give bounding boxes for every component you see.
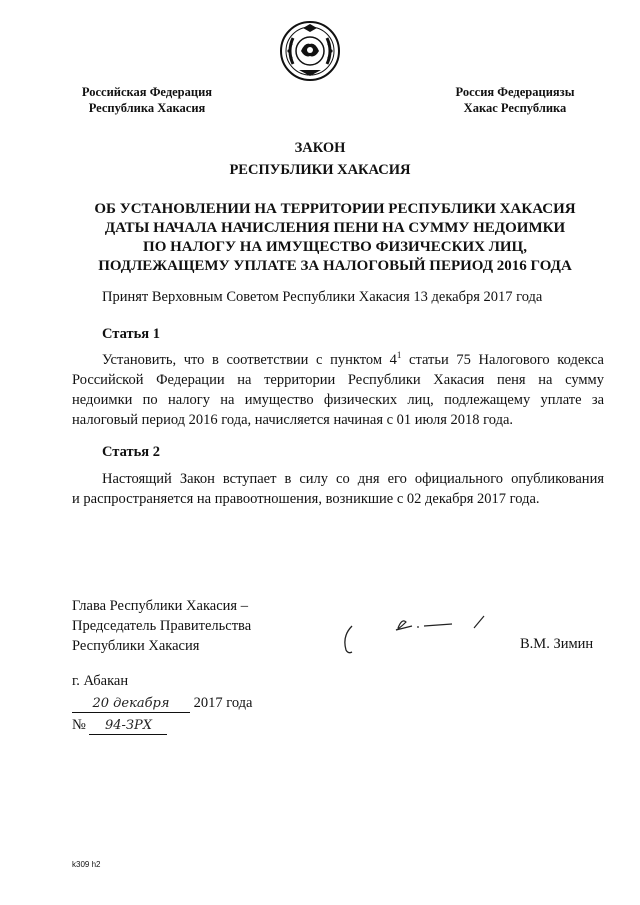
article1-line2: Российской Федерации на территории Республики Хакасия пеня на сумму — [72, 372, 604, 388]
header-left-line1: Российская Федерация — [81, 85, 213, 99]
signatory-position — [72, 596, 251, 656]
article2-title: Статья 2 — [102, 444, 160, 460]
place-date-number — [72, 670, 252, 736]
heading-line3: ПО НАЛОГУ НА ИМУЩЕСТВО ФИЗИЧЕСКИХ ЛИЦ, — [143, 239, 527, 255]
signatory-name: В.М. Зимин — [520, 636, 594, 652]
article2-line1: Настоящий Закон вступает в силу со дня его официального опубликования — [102, 471, 604, 487]
position-line3: Республики Хакасия — [72, 638, 200, 654]
title-line2: РЕСПУБЛИКИ ХАКАСИЯ — [229, 162, 411, 178]
heading-line2: ДАТЫ НАЧАЛА НАЧИСЛЕНИЯ ПЕНИ НА СУММУ НЕДОИМКИ — [104, 220, 566, 236]
article2-text — [72, 469, 604, 509]
heading-line1: ОБ УСТАНОВЛЕНИИ НА ТЕРРИТОРИИ РЕСПУБЛИКИ ХАКАСИЯ — [94, 201, 576, 217]
header-right-line2: Хакас Республика — [463, 101, 567, 115]
article1-title: Статья 1 — [102, 326, 160, 342]
article1-line3: недоимки по налогу на имущество физических лиц, подлежащему уплате за — [72, 392, 604, 408]
date-year: 2017 года — [190, 695, 253, 711]
header-right — [430, 84, 600, 116]
article1-text — [72, 350, 604, 430]
handwritten-date: 20 декабря — [72, 696, 190, 713]
date-line — [72, 692, 252, 714]
heading-line4: ПОДЛЕЖАЩЕМУ УПЛАТЕ ЗА НАЛОГОВЫЙ ПЕРИОД 2016 ГОДА — [98, 258, 572, 274]
article1-line1-a: Установить, что в соответствии с пунктом 4 — [102, 352, 397, 368]
footer-code: k309 h2 — [72, 860, 101, 869]
document-title — [0, 137, 640, 181]
city: г. Абакан — [72, 673, 129, 689]
number-line — [72, 714, 252, 736]
coat-of-arms-icon — [279, 20, 341, 82]
handwritten-number: 94-ЗРХ — [89, 718, 167, 735]
article1-line1 — [72, 350, 604, 370]
title-line1: ЗАКОН — [294, 140, 346, 156]
header-right-line1: Россия Федерациязы — [455, 85, 575, 99]
header-left-line2: Республика Хакасия — [88, 101, 206, 115]
article1-line1-b: статьи 75 Налогового кодекса — [401, 352, 604, 368]
handwritten-signature — [340, 606, 500, 662]
article2-line2: и распространяется на правоотношения, возникшие с 02 декабря 2017 года. — [72, 491, 540, 507]
article1-line4: налоговый период 2016 года, начисляется начиная с 01 июля 2018 года. — [72, 412, 514, 428]
position-line2: Председатель Правительства — [72, 618, 252, 634]
law-heading — [50, 200, 620, 276]
position-line1: Глава Республики Хакасия – — [72, 598, 248, 614]
header-left — [62, 84, 232, 116]
article1-line1-sup: 1 — [396, 350, 402, 361]
adopted-statement: Принят Верховным Советом Республики Хакасия 13 декабря 2017 года — [102, 289, 543, 305]
number-sign: № — [72, 717, 86, 733]
